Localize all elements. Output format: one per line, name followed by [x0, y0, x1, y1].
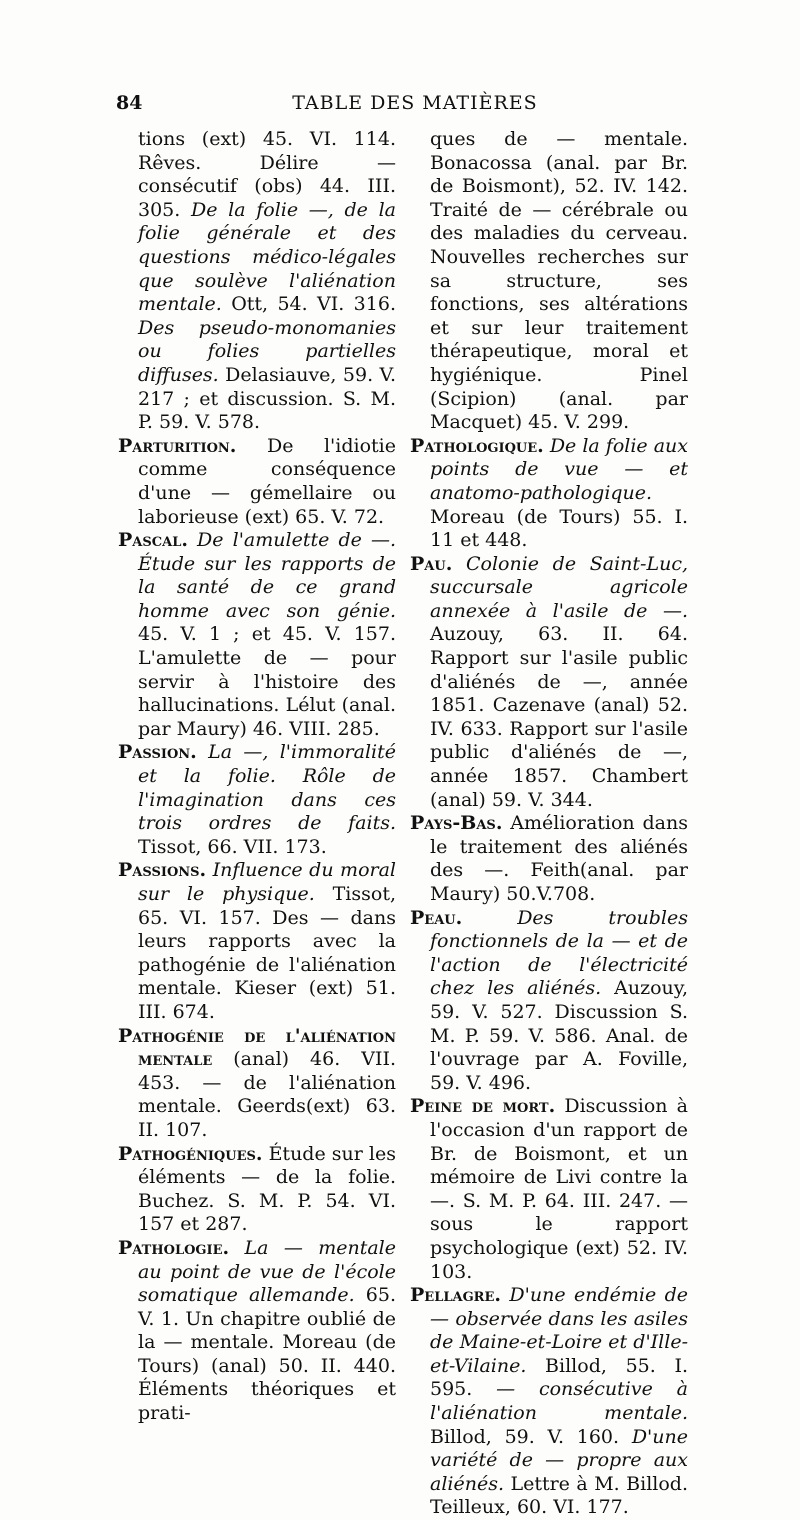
entry-title-italic: De la folie aux points de vue — et anatomo-pathologique.	[430, 434, 688, 504]
entry-headword: Pascal.	[118, 529, 188, 552]
index-entry	[118, 1025, 396, 1143]
entry-title-italic: — consécutive à l'aliénation mentale.	[430, 1378, 688, 1425]
entry-text: Ott, 54. VI. 316.	[221, 293, 396, 316]
entry-headword: Pellagre.	[410, 1284, 501, 1307]
entry-text: Delasiauve, 59. V. 217 ; et discussion. S. M. P. 59. V. 578.	[138, 363, 396, 434]
index-entry	[118, 1237, 396, 1426]
entry-text: Auzouy, 63. II. 64. Rapport sur l'asile public d'aliénés de —, année 1851. Cazenave (anal) 52. IV. 633. Rapport sur l'asile public d'aliénés de —, année 1857. Chambert (anal) 59. V. 344.	[430, 623, 688, 811]
index-entry	[410, 553, 688, 813]
entry-title-italic: Des troubles fonctionnels de la — et de l'action de l'électricité chez les aliénés.	[430, 906, 688, 1000]
entry-headword: Peine de mort.	[410, 1095, 556, 1118]
entry-headword: Pathogénie de l'aliénation mentale	[118, 1024, 396, 1071]
entry-text: Moreau (de Tours) 55. I. 11 et 448.	[430, 505, 688, 552]
entry-text: De l'idiotie comme conséquence d'une — gémellaire ou laborieuse (ext) 65. V. 72.	[138, 434, 396, 528]
entry-text: 65. V. 1. Un chapitre oublié de la — mentale. Moreau (de Tours) (anal) 50. II. 440. Éléments théoriques et prati-	[138, 1284, 396, 1425]
entry-headword: Passion.	[118, 741, 197, 764]
entry-text: Billod, 59. V. 160.	[430, 1425, 632, 1448]
entry-text: Billod, 55. I. 595.	[430, 1354, 688, 1401]
entry-headword: Pathogéniques.	[118, 1142, 263, 1165]
running-title: TABLE DES MATIÈRES	[292, 92, 538, 114]
entry-title-italic: D'une variété de — propre aux aliénés.	[430, 1425, 688, 1495]
index-entry	[118, 529, 396, 741]
entry-title-italic: Des pseudo-monomanies ou folies partielles diffuses.	[138, 316, 396, 386]
index-entry	[410, 812, 688, 906]
index-entry-continuation	[118, 128, 396, 435]
page-header	[116, 92, 714, 122]
index-entry	[118, 435, 396, 529]
entry-text: Tissot, 65. VI. 157. Des — dans leurs rapports avec la pathogénie de l'aliénation mentale. Kieser (ext) 51. III. 674.	[138, 883, 396, 1023]
index-entry	[118, 1143, 396, 1237]
index-entry	[410, 1284, 688, 1520]
entry-title-italic: La — mentale au point de vue de l'école somatique allemande.	[138, 1236, 396, 1307]
index-entry	[410, 435, 688, 553]
entry-title-italic: De l'amulette de —. Étude sur les rapports de la santé de ce grand homme avec son génie.	[138, 529, 396, 622]
index-entry	[118, 741, 396, 859]
entry-text: Auzouy, 59. V. 527. Discussion S. M. P. 59. V. 586. Anal. de l'ouvrage par A. Foville, 59. V. 496.	[430, 977, 689, 1094]
page-number: 84	[116, 92, 143, 114]
entry-text: 45. V. 1 ; et 45. V. 157. L'amulette de — pour servir à l'histoire des hallucinations. Lélut (anal. par Maury) 46. VIII. 285.	[138, 623, 396, 740]
entry-headword: Pathologie.	[118, 1236, 230, 1259]
entry-text: Discussion à l'occasion d'un rapport de Br. de Boismont, et un mémoire de Livi contre la —. S. M. P. 64. III. 247. — sous le rapport psychologique (ext) 52. IV. 103.	[430, 1095, 688, 1283]
entry-headword: Parturition.	[118, 434, 237, 457]
entry-headword: Peau.	[410, 906, 463, 929]
entry-headword: Pays-Bas.	[410, 812, 503, 835]
entry-headword: Pau.	[410, 552, 453, 575]
entry-title-italic: De la folie —, de la folie générale et des questions médico-légales que soulève l'aliénation mentale.	[138, 198, 396, 316]
entry-title-italic: La —, l'immoralité et la folie. Rôle de l'imagination dans ces trois ordres de faits.	[138, 741, 396, 835]
entry-text: ques de — mentale. Bonacossa (anal. par Br. de Boismont), 52. IV. 142. Traité de — cérébrale ou des maladies du cerveau. Nouvelles recherches sur sa structure, ses fonctions, ses altérations et sur leur traitement thérapeutique, moral et hygiénique. Pinel (Scipion) (anal. par Macquet) 45. V. 299.	[430, 128, 688, 434]
index-entry	[118, 859, 396, 1024]
entry-headword: Pathologique.	[410, 434, 544, 457]
entry-text: Tissot, 66. VII. 173.	[138, 835, 327, 858]
right-column	[410, 128, 688, 1520]
entry-text: tions (ext) 45. VI. 114. Rêves. Délire — consécutif (obs) 44. III. 305.	[138, 128, 396, 221]
left-column	[118, 128, 396, 1426]
index-entry	[410, 907, 688, 1096]
entry-title-italic: D'une endémie de — observée dans les asiles de Maine-et-Loire et d'Ille-et-Vilaine.	[430, 1284, 688, 1377]
entry-headword: Passions.	[118, 859, 207, 882]
index-entry	[410, 1095, 688, 1284]
index-entry-continuation	[410, 128, 688, 435]
entry-text: Amélioration dans le traitement des aliénés des —. Feith(anal. par Maury) 50.V.708.	[430, 812, 688, 905]
entry-text: (anal) 46. VII. 453. — de l'aliénation mentale. Geerds(ext) 63. II. 107.	[138, 1048, 396, 1141]
entry-text: Étude sur les éléments — de la folie. Buchez. S. M. P. 54. VI. 157 et 287.	[138, 1142, 396, 1236]
entry-title-italic: Influence du moral sur le physique.	[138, 859, 396, 905]
entry-title-italic: Colonie de Saint-Luc, succursale agricole annexée à l'asile de —.	[430, 552, 688, 622]
entry-text: Lettre à M. Billod. Teilleux, 60. VI. 177.	[430, 1472, 688, 1519]
